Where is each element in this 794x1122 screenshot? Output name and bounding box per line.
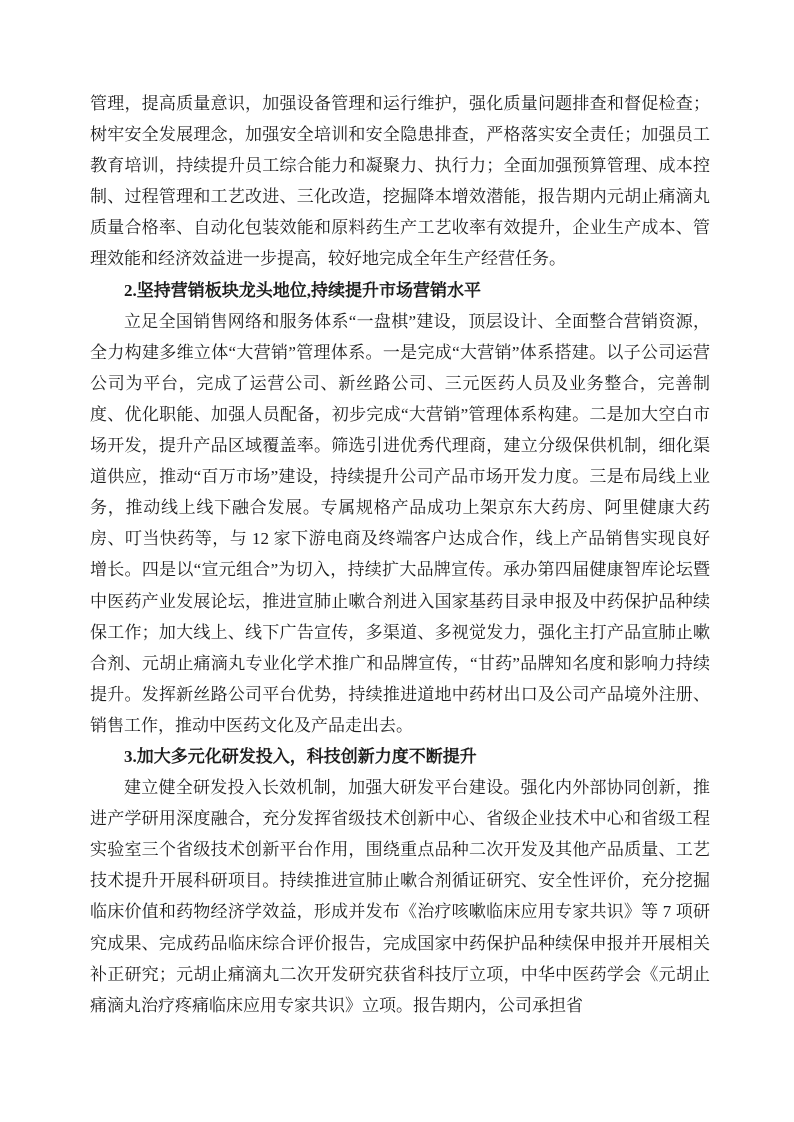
document-text-column — [90, 88, 710, 1021]
section-heading-2-marketing: 2.坚持营销板块龙头地位,持续提升市场营销水平 — [124, 280, 481, 300]
paragraph-marketing-system: 立足全国销售网络和服务体系“一盘棋”建设，顶层设计、全面整合营销资源，全力构建多维立体“大营销”管理体系。一是完成“大营销”体系搭建。以子公司运营公司为平台，完成了运营公司、新丝路公司、三元医药人员及业务整合，完善制度、优化职能、加强人员配备，初步完成“大营销”管理体系构建。二是加大空白市场开发，提升产品区域覆盖率。筛选引进优秀代理商，建立分级保供机制，细化渠道供应，推动“百万市场”建设，持续提升公司产品市场开发力度。三是布局线上业务，推动线上线下融合发展。专属规格产品成功上架京东大药房、阿里健康大药房、叮当快药等，与 12 家下游电商及终端客户达成合作，线上产品销售实现良好增长。四是以“宣元组合”为切入，持续扩大品牌宣传。承办第四届健康智库论坛暨中医药产业发展论坛，推进宣肺止嗽合剂进入国家基药目录申报及中药保护品种续保工作；加大线上、线下广告宣传，多渠道、多视觉发力，强化主打产品宣肺止嗽合剂、元胡止痛滴丸专业化学术推广和品牌宣传，“甘药”品牌知名度和影响力持续提升。发挥新丝路公司平台优势，持续推进道地中药材出口及公司产品境外注册、销售工作，推动中医药文化及产品走出去。 — [90, 311, 710, 735]
paragraph-rnd-innovation: 建立健全研发投入长效机制，加强大研发平台建设。强化内外部协同创新，推进产学研用深度融合，充分发挥省级技术创新中心、省级企业技术中心和省级工程实验室三个省级技术创新平台作用，围绕重点品种二次开发及其他产品质量、工艺技术提升开展科研项目。持续推进宣肺止嗽合剂循证研究、安全性评价，充分挖掘临床价值和药物经济学效益，形成并发布《治疗咳嗽临床应用专家共识》等 7 项研究成果、完成药品临床综合评价报告，完成国家中药保护品种续保申报并开展相关补正研究；元胡止痛滴丸二次开发研究获省科技厅立项，中华中医药学会《元胡止痛滴丸治疗疼痛临床应用专家共识》立项。报告期内，公司承担省 — [90, 778, 710, 1015]
section-heading-3-rnd-investment: 3.加大多元化研发投入，科技创新力度不断提升 — [124, 746, 477, 766]
paragraph-production-management-continuation: 管理，提高质量意识，加强设备管理和运行维护，强化质量问题排查和督促检查；树牢安全发展理念，加强安全培训和安全隐患排查，严格落实安全责任；加强员工教育培训，持续提升员工综合能力和凝聚力、执行力；全面加强预算管理、成本控制、过程管理和工艺改进、三化改造，挖掘降本增效潜能，报告期内元胡止痛滴丸质量合格率、自动化包装效能和原料药生产工艺收率有效提升，企业生产成本、管理效能和经济效益进一步提高，较好地完成全年生产经营任务。 — [90, 94, 710, 269]
